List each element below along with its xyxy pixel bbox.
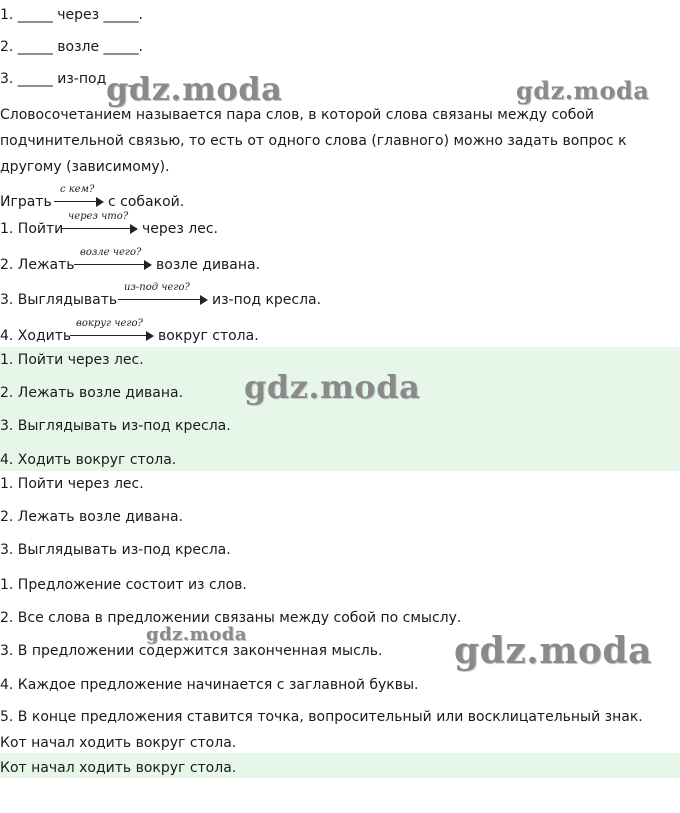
definition-line-3: другому (зависимому). (0, 159, 170, 175)
phrase-dependent-word: вокруг стола. (158, 328, 259, 344)
phrase-question: возле чего? (80, 247, 142, 258)
arrow-icon (74, 260, 152, 270)
phrase-question: вокруг чего? (76, 318, 143, 329)
arrow-icon (62, 224, 138, 234)
definition-line-1: Словосочетанием называется пара слов, в которой слова связаны между собой (0, 107, 595, 123)
final-answer: Кот начал ходить вокруг стола. (0, 760, 237, 776)
list-item: 3. Выглядывать из-под кресла. (0, 542, 231, 558)
phrase-question: из-под чего? (124, 282, 190, 293)
phrase-main-word: 1. Пойти (0, 221, 64, 237)
rule-line-2: 2. Все слова в предложении связаны между собой по смыслу. (0, 610, 462, 626)
answer-line-1: 1. Пойти через лес. (0, 352, 144, 368)
rule-line-3: 3. В предложении содержится законченная мысль. (0, 643, 383, 659)
answer-line-3: 3. Выглядывать из-под кресла. (0, 418, 231, 434)
final-sentence: Кот начал ходить вокруг стола. (0, 735, 237, 751)
phrase-dependent-word: из-под кресла. (212, 292, 322, 308)
list-item: 2. Лежать возле дивана. (0, 509, 184, 525)
arrow-icon (54, 197, 104, 207)
phrase-main-word: 4. Ходить (0, 328, 72, 344)
rule-line-1: 1. Предложение состоит из слов. (0, 577, 247, 593)
watermark-logo: gdz.moda (146, 624, 247, 645)
phrase-main-word: 3. Выглядывать (0, 292, 118, 308)
phrase-dependent-word: через лес. (142, 221, 218, 237)
definition-line-2: подчинительной связью, то есть от одного слова (главного) можно задать вопрос к (0, 133, 627, 149)
arrow-icon (70, 331, 154, 341)
watermark-logo: gdz.moda (244, 368, 421, 406)
arrow-icon (118, 295, 208, 305)
example-dependent-word: с собакой. (108, 194, 185, 210)
exercise-line-2: 2. _____ возле _____. (0, 39, 143, 55)
answer-line-2: 2. Лежать возле дивана. (0, 385, 184, 401)
exercise-line-1: 1. _____ через _____. (0, 7, 143, 23)
list-item: 1. Пойти через лес. (0, 476, 144, 492)
watermark-logo: gdz.moda (454, 630, 652, 672)
phrase-main-word: 2. Лежать (0, 257, 75, 273)
exercise-line-3: 3. _____ из-под _____. (0, 71, 151, 87)
example-question: с кем? (60, 184, 95, 195)
example-main-word: Играть (0, 194, 52, 210)
answer-line-4: 4. Ходить вокруг стола. (0, 452, 177, 468)
rule-line-5: 5. В конце предложения ставится точка, вопросительный или восклицательный знак. (0, 709, 643, 725)
phrase-question: через что? (68, 211, 129, 222)
watermark-logo: gdz.moda (516, 76, 650, 105)
watermark-logo: gdz.moda (106, 70, 283, 108)
phrase-dependent-word: возле дивана. (156, 257, 261, 273)
rule-line-4: 4. Каждое предложение начинается с заглавной буквы. (0, 677, 419, 693)
